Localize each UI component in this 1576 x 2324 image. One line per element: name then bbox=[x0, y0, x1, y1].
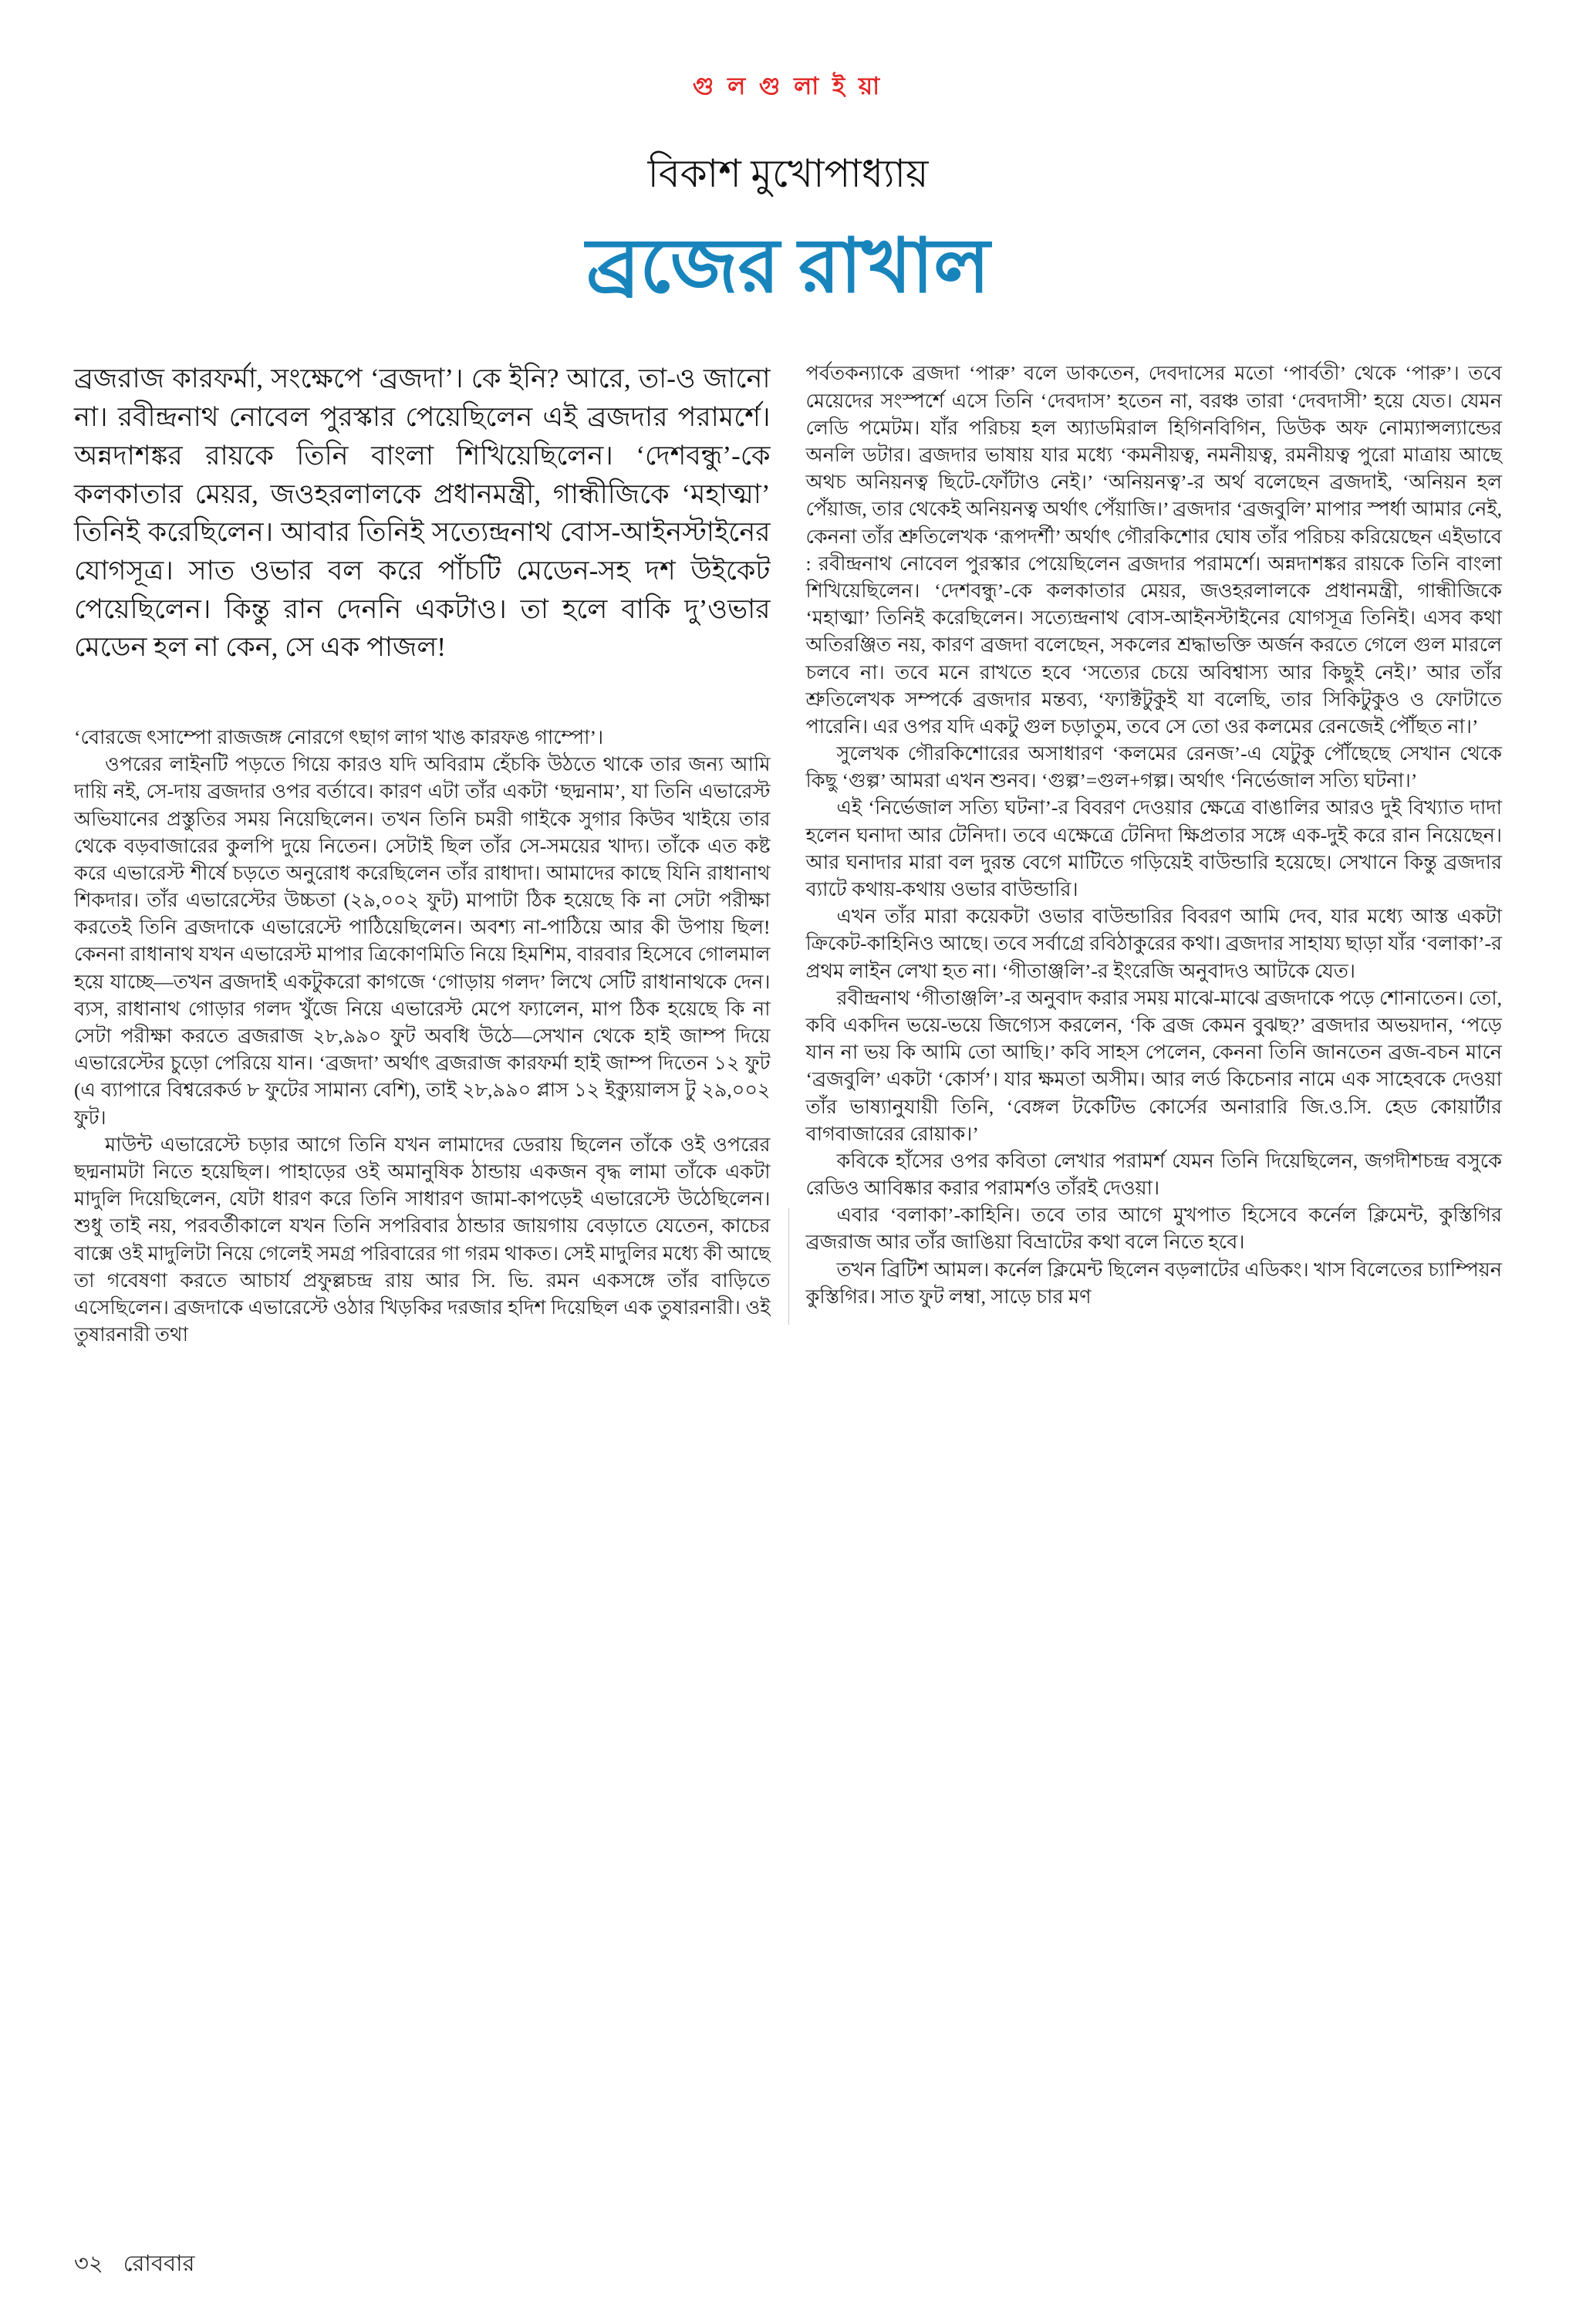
right-column bbox=[806, 360, 1503, 1348]
author-byline: বিকাশ মুখোপাধ্যায় bbox=[647, 152, 929, 195]
left-column bbox=[74, 360, 771, 1348]
body-paragraph: রবীন্দ্রনাথ ‘গীতাঞ্জলি’-র অনুবাদ করার সময় মাঝে-মাঝে ব্রজদাকে পড়ে শোনাতেন। তো, কবি একদিন ভয়ে-ভয়ে জিগ্যেস করলেন, ‘কি ব্রজ কেমন বুঝছ?’ ব্রজদার অভয়দান, ‘পড়ে যান না ভয় কি আমি তো আছি।’ কবি সাহস পেলেন, কেননা তিনি জানতেন ব্রজ-বচন মানে ‘ব্রজবুলি’ একটা ‘কোর্স’। যার ক্ষমতা অসীম। আর লর্ড কিচেনার নামে এক সাহেবকে দেওয়া তাঁর ভাষ্যানুযায়ী তিনি, ‘বেঙ্গল টকেটিভ কোর্সের অনারারি জি.ও.সি. হেড কোয়ার্টার বাগবাজারের রোয়াক।’ bbox=[805, 986, 1502, 1145]
right-column-body bbox=[806, 360, 1503, 1310]
body-paragraph: এবার ‘বলাকা’-কাহিনি। তবে তার আগে মুখপাত হিসেবে কর্নেল ক্লিমেন্ট, কুস্তিগির ব্রজরাজ আর তাঁর জাঙিয়া বিভ্রাটের কথা বলে নিতে হবে। bbox=[805, 1204, 1502, 1254]
body-paragraph: তখন ব্রিটিশ আমল। কর্নেল ক্লিমেন্ট ছিলেন বড়লাটের এডিকং। খাস বিলেতের চ্যাম্পিয়ন কুস্তিগির। সাত ফুট লম্বা, সাড়ে চার মণ bbox=[805, 1258, 1502, 1308]
magazine-name: রোববার bbox=[123, 2251, 195, 2276]
section-header: গু ল গু লা ই য়া bbox=[692, 73, 884, 100]
body-paragraph: মাউন্ট এভারেস্টে চড়ার আগে তিনি যখন লামাদের ডেরায় ছিলেন তাঁকে ওই ওপরের ছদ্মনামটা নিতে হয়েছিল। পাহাড়ের ওই অমানুষিক ঠান্ডায় একজন বৃদ্ধ লামা তাঁকে একটা মাদুলি দিয়েছিলেন, যেটা ধারণ করে তিনি সাধারণ জামা-কাপড়েই এভারেস্টে উঠেছিলেন। শুধু তাই নয়, পরবর্তীকালে যখন তিনি সপরিবার ঠান্ডার জায়গায় বেড়াতে যেতেন, কাচের বাক্সে ওই মাদুলিটা নিয়ে গেলেই সমগ্র পরিবারের গা গরম থাকত। সেই মাদুলির মধ্যে কী আছে তা গবেষণা করতে আচার্য প্রফুল্লচন্দ্র রায় আর সি. ভি. রমন একসঙ্গে তাঁর বাড়িতে এসেছিলেন। ব্রজদাকে এভারেস্টে ওঠার খিড়কির দরজার হদিশ দিয়েছিল এক তুষারনারী। ওই তুষারনারী তথা bbox=[74, 1133, 771, 1346]
body-paragraph: কবিকে হাঁসের ওপর কবিতা লেখার পরামর্শ যেমন তিনি দিয়েছিলেন, জগদীশচন্দ্র বসুকে রেডিও আবিষ্কার করার পরামর্শও তাঁরই দেওয়া। bbox=[805, 1149, 1502, 1200]
lead-paragraph: ব্রজরাজ কারফর্মা, সংক্ষেপে ‘ব্রজদা’। কে ইনি? আরে, তা-ও জানো না। রবীন্দ্রনাথ নোবেল পুরস্কার পেয়েছিলেন এই ব্রজদার পরামর্শে। অন্নদাশঙ্কর রায়কে তিনি বাংলা শিখিয়েছিলেন। ‘দেশবন্ধু’-কে কলকাতার মেয়র, জওহরলালকে প্রধানমন্ত্রী, গান্ধীজিকে ‘মহাত্মা’ তিনিই করেছিলেন। আবার তিনিই সত্যেন্দ্রনাথ বোস-আইনস্টাইনের যোগসূত্র। সাত ওভার বল করে পাঁচটি মেডেন-সহ দশ উইকেট পেয়েছিলেন। কিন্তু রান দেননি একটাও। তা হলে বাকি দু’ওভার মেডেন হল না কেন, সে এক পাজল! bbox=[74, 363, 771, 663]
body-paragraph: ওপরের লাইনটি পড়তে গিয়ে কারও যদি অবিরাম হেঁচকি উঠতে থাকে তার জন্য আমি দায়ি নই, সে-দায় ব্রজদার ওপর বর্তাবে। কারণ এটা তাঁর একটা ‘ছদ্মনাম’, যা তিনি এভারেস্ট অভিযানের প্রস্তুতির সময় নিয়েছিলেন। তখন তিনি চমরী গাইকে সুগার কিউব খাইয়ে তার থেকে বড়বাজারের কুলপি দুয়ে নিতেন। সেটাই ছিল তাঁর সে-সময়ের খাদ্য। তাঁকে এত কষ্ট করে এভারেস্ট শীর্ষে চড়তে অনুরোধ করেছিলেন তাঁর রাধাদা। আমাদের কাছে যিনি রাধানাথ শিকদার। তাঁর এভারেস্টের উচ্চতা (২৯,০০২ ফুট) মাপাটা ঠিক হয়েছে কি না সেটা পরীক্ষা করতেই তিনি ব্রজদাকে এভারেস্টে পাঠিয়েছিলেন। অবশ্য না-পাঠিয়ে আর কী উপায় ছিল! কেননা রাধানাথ যখন এভারেস্ট মাপার ত্রিকোণমিতি নিয়ে হিমশিম, বারবার হিসেবে গোলমাল হয়ে যাচ্ছে—তখন ব্রজদাই একটুকরো কাগজে ‘গোড়ায় গলদ’ লিখে সেটি রাধানাথকে দেন। ব্যস, রাধানাথ গোড়ার গলদ খুঁজে নিয়ে এভারেস্ট মেপে ফ্যালেন, মাপ ঠিক হয়েছে কি না সেটা পরীক্ষা করতে ব্রজরাজ ২৮,৯৯০ ফুট অবধি উঠে—সেখান থেকে হাই জাম্প দিয়ে এভারেস্টের চুড়ো পেরিয়ে যান। ‘ব্রজদা’ অর্থাৎ ব্রজরাজ কারফর্মা হাই জাম্প দিতেন ১২ ফুট (এ ব্যাপারে বিশ্বরেকর্ড ৮ ফুটের সামান্য বেশি), তাই ২৮,৯৯০ প্লাস ১২ ইক্যুয়ালস টু ২৯,০০২ ফুট। bbox=[74, 753, 771, 1129]
body-paragraph: পর্বতকন্যাকে ব্রজদা ‘পারু’ বলে ডাকতেন, দেবদাসের মতো ‘পার্বতী’ থেকে ‘পারু’। তবে মেয়েদের সংস্পর্শে এসে তিনি ‘দেবদাস’ হতেন না, বরঞ্চ তারা ‘দেবদাসী’ হয়ে যেত। যেমন লেডি পমেটম। যাঁর পরিচয় হল অ্যাডমিরাল হিগিনবিগিন, ডিউক অফ নোম্যান্সল্যান্ডের অনলি ডটার। ব্রজদার ভাষায় যার মধ্যে ‘কমনীয়ত্ব, নমনীয়ত্ব, রমনীয়ত্ব পুরো মাত্রায় আছে অথচ অনিয়নত্ব ছিটে-ফোঁটাও নেই।’ ‘অনিয়নত্ব’-র অর্থ বলেছেন ব্রজদাই, ‘অনিয়ন হল পেঁয়াজ, তার থেকেই অনিয়নত্ব অর্থাৎ পেঁয়াজি।’ ব্রজদার ‘ব্রজবুলি’ মাপার স্পর্ধা আমার নেই, কেননা তাঁর শ্রুতিলেখক ‘রূপদর্শী’ অর্থাৎ গৌরকিশোর ঘোষ তাঁর পরিচয় করিয়েছেন এইভাবে : রবীন্দ্রনাথ নোবেল পুরস্কার পেয়েছিলেন ব্রজদার পরামর্শে। অন্নদাশঙ্কর রায়কে তিনি বাংলা শিখিয়েছিলেন। ‘দেশবন্ধু’-কে কলকাতার মেয়র, জওহরলালকে প্রধানমন্ত্রী, গান্ধীজিকে ‘মহাত্মা’ তিনিই করেছিলেন। সত্যেন্দ্রনাথ বোস-আইনস্টাইনের যোগসূত্র তিনিই। এসব কথা অতিরঞ্জিত নয়, কারণ ব্রজদা বলেছেন, সকলের শ্রদ্ধাভক্তি অর্জন করতে গেলে গুল মারলে চলবে না। তবে মনে রাখতে হবে ‘সত্যের চেয়ে অবিশ্বাস্য আর কিছুই নেই।’ আর তাঁর শ্রুতিলেখক সম্পর্কে ব্রজদার মন্তব্য, ‘ফ্যাক্টটুকুই যা বলেছি, তার সিকিটুকুও ও ফোটাতে পারেনি। এর ওপর যদি একটু গুল চড়াতুম, তবে সে তো ওর কলমের রেনজেই পৌঁছত না।’ bbox=[805, 362, 1502, 738]
text-columns bbox=[74, 360, 1502, 1348]
body-paragraph: ‘বোরজে ৎসাম্পো রাজজঙ্গ নোরগে ৎছাগ লাগ খাঙ কারফঙ গাম্পো’। bbox=[74, 725, 604, 748]
column-divider bbox=[788, 1208, 789, 1325]
body-paragraph: এই ‘নির্ভেজাল সত্যি ঘটনা’-র বিবরণ দেওয়ার ক্ষেত্রে বাঙালির আরও দুই বিখ্যাত দাদা হলেন ঘনাদা আর টেনিদা। তবে এক্ষেত্রে টেনিদা ক্ষিপ্রতার সঙ্গে এক-দুই করে রান নিয়েছেন। আর ঘনাদার মারা বল দুরন্ত বেগে মাটিতে গড়িয়েই বাউন্ডারি হয়েছে। সেখানে কিন্তু ব্রজদার ব্যাটে কথায়-কথায় ওভার বাউন্ডারি। bbox=[805, 796, 1502, 901]
body-paragraph: এখন তাঁর মারা কয়েকটা ওভার বাউন্ডারির বিবরণ আমি দেব, যার মধ্যে আস্ত একটা ক্রিকেট-কাহিনিও আছে। তবে সর্বাগ্রে রবিঠাকুরের কথা। ব্রজদার সাহায্য ছাড়া যাঁর ‘বলাকা’-র প্রথম লাইন লেখা হত না। ‘গীতাঞ্জলি’-র ইংরেজি অনুবাদও আটকে যেত। bbox=[805, 905, 1502, 982]
body-paragraph: সুলেখক গৌরকিশোরের অসাধারণ ‘কলমের রেনজ’-এ যেটুকু পৌঁছেছে সেখান থেকে কিছু ‘গুল্প’ আমরা এখন শুনব। ‘গুল্প’=গুল+গল্প। অর্থাৎ ‘নির্ভেজাল সত্যি ঘটনা।’ bbox=[805, 742, 1502, 792]
left-column-body bbox=[74, 724, 771, 1348]
page-number: ৩২ bbox=[74, 2251, 103, 2276]
page-footer bbox=[74, 2246, 195, 2284]
article-title: ব্রজের রাখাল bbox=[586, 225, 990, 309]
